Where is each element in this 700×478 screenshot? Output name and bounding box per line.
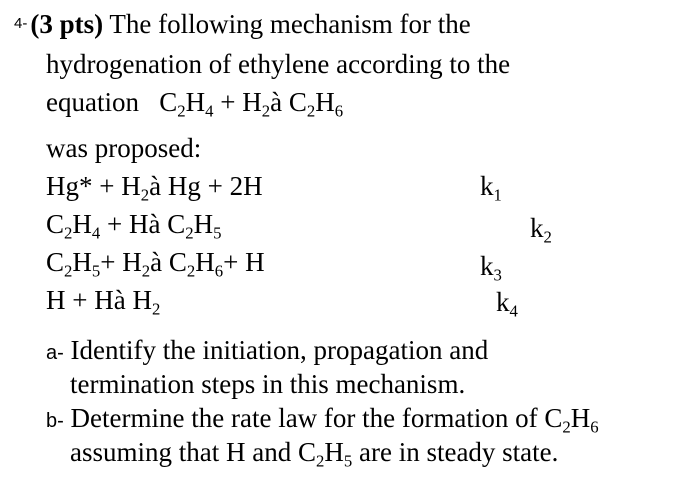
mechanism-step-1: $Hg* + H_2à$ Hg + 2H	[46, 171, 263, 205]
subquestion-b-line2: assuming that H and $C_2H_5$ are in steady state.	[70, 437, 559, 471]
subquestion-a-line1: a- Identify the initiation, propagation and	[46, 335, 489, 365]
question-number: 4-	[14, 15, 28, 32]
rate-constant-2: $k_2$	[530, 213, 552, 247]
subquestion-b-line1: b- Determine the rate law for the formation of $C_2H_6$	[46, 403, 599, 437]
question-header	[14, 8, 471, 45]
overall-equation-line	[46, 86, 344, 121]
rate-constant-4: $k_4$	[496, 287, 518, 321]
proposed-text: was proposed:	[46, 133, 202, 163]
overall-equation: $C_2H_4$ + $H_2à$ $C_2H_6$	[159, 87, 344, 121]
mechanism-step-4: H + Hà $H_2$	[46, 285, 161, 319]
question-points: (3 pts)	[30, 9, 104, 39]
intro-text-1: The following mechanism for the	[103, 9, 471, 39]
rate-constant-3: $k_3$	[480, 251, 502, 285]
equation-label: equation	[46, 87, 160, 117]
mechanism-step-2: $C_2H_4$ + Hà $C_2H_5$	[46, 209, 222, 243]
intro-text-2: hydrogenation of ethylene according to the	[46, 49, 511, 79]
rate-constant-1: $k_1$	[480, 171, 502, 205]
subquestion-a-label: a-	[46, 342, 64, 364]
mechanism-step-3: $C_2H_5+$ $H_2à$ $C_2H_6+ H$	[46, 247, 265, 281]
subquestion-a-line2: termination steps in this mechanism.	[70, 369, 466, 399]
subquestion-b-label: b-	[46, 410, 64, 432]
